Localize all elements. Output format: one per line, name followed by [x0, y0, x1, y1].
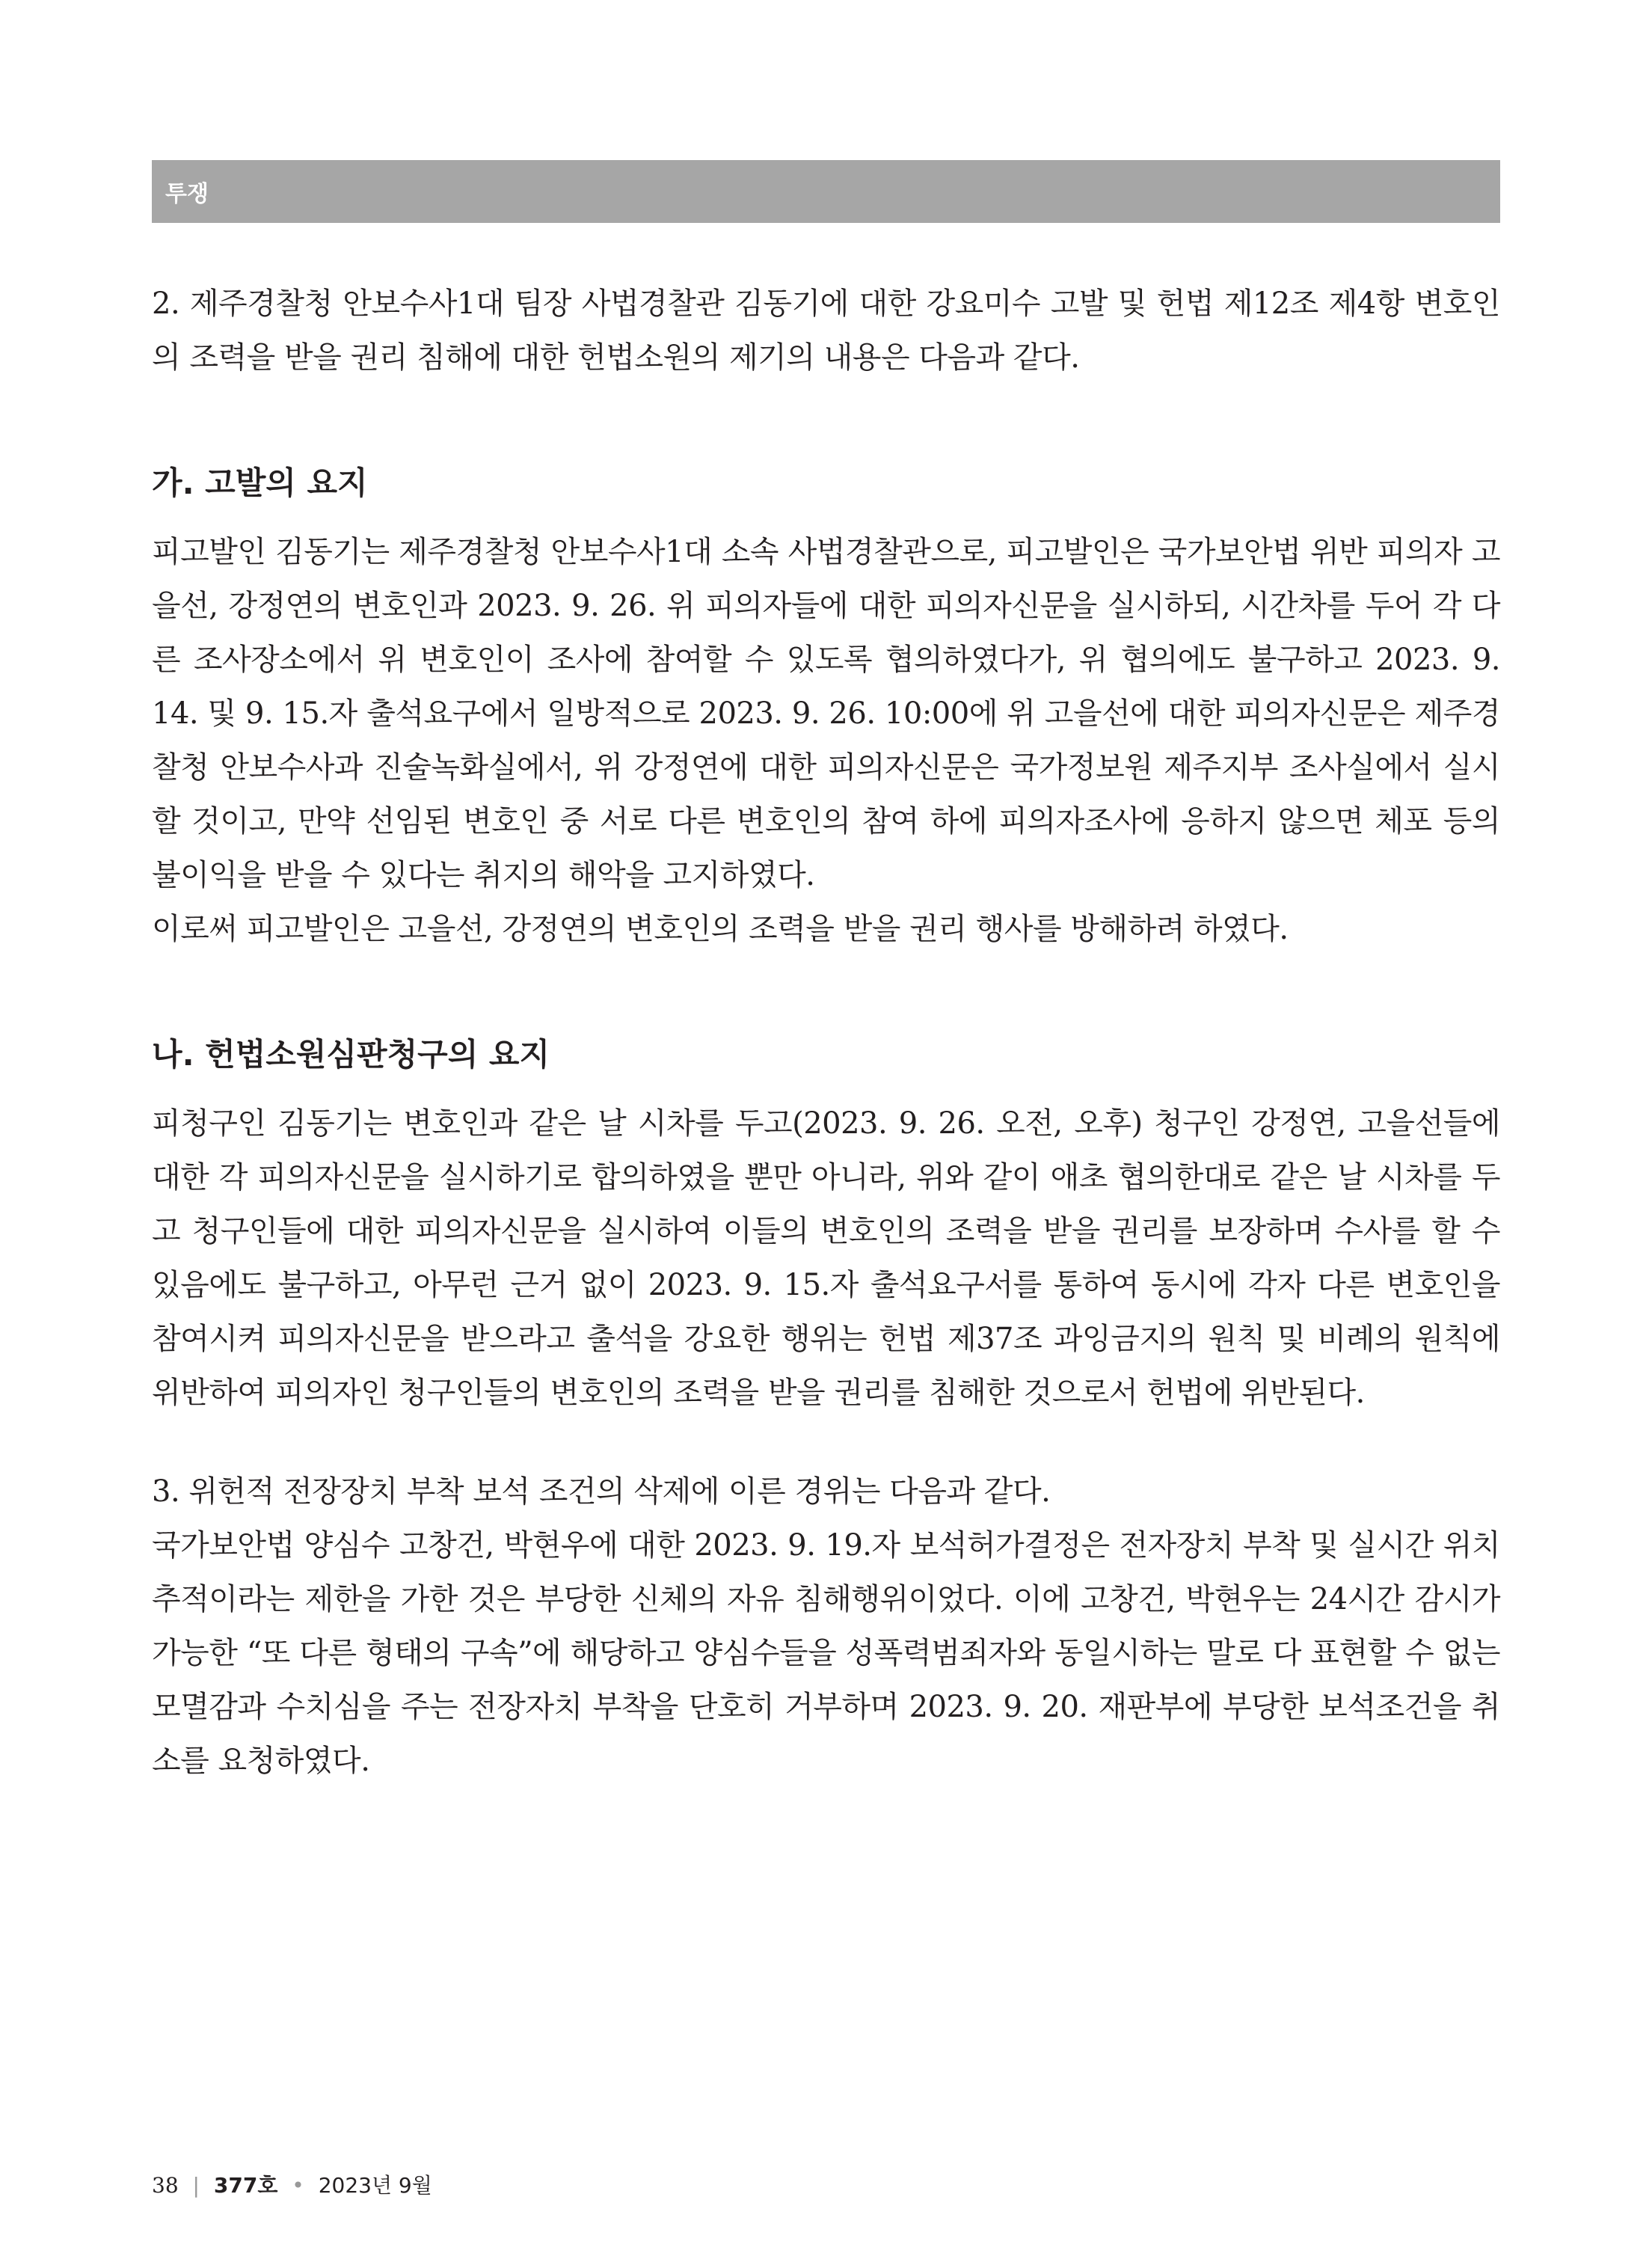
issue-date: 2023년 9월 [318, 2173, 432, 2198]
heading-complaint-summary: 가. 고발의 요지 [152, 465, 368, 501]
paragraph-complaint-summary: 피고발인 김동기는 제주경찰청 안보수사1대 소속 사법경찰관으로, 피고발인은 국가보안법 위반 피의자 고을선, 강정연의 변호인과 2023. 9. 26. 위 피의자들에 대한 피의자신문을 실시하되, 시간차를 두어 각 다른 조사장소에서 위 변호인이 조사에 참여할 수 있도록 협의하였다가, 위 협의에도 불구하고 2023. 9. 14. 및 9. 15.자 출석요구에서 일방적으로 2023. 9. 26. 10:00에 위 고을선에 대한 피의자신문은 제주경찰청 안보수사과 진술녹화실에서, 위 강정연에 대한 피의자신문은 국가정보원 제주지부 조사실에서 실시할 것이고, 만약 선임된 변호인 중 서로 다른 변호인의 참여 하에 피의자조사에 응하지 않으면 체포 등의 불이익을 받을 수 있다는 취지의 해악을 고지하였다. [152, 535, 1500, 892]
paragraph-section-3-title: 3. 위헌적 전장장치 부착 보석 조건의 삭제에 이른 경위는 다음과 같다. [152, 1474, 1051, 1509]
article-body [152, 277, 1500, 1788]
paragraph-constitutional-petition: 피청구인 김동기는 변호인과 같은 날 시차를 두고(2023. 9. 26. 오전, 오후) 청구인 강정연, 고을선들에 대한 각 피의자신문을 실시하기로 합의하였을 뿐만 아니라, 위와 같이 애초 협의한대로 같은 날 시차를 두고 청구인들에 대한 피의자신문을 실시하여 이들의 변호인의 조력을 받을 권리를 보장하며 수사를 할 수 있음에도 불구하고, 아무런 근거 없이 2023. 9. 15.자 출석요구서를 통하여 동시에 각자 다른 변호인을 참여시켜 피의자신문을 받으라고 출석을 강요한 행위는 헌법 제37조 과잉금지의 원칙 및 비례의 원칙에 위반하여 피의자인 청구인들의 변호인의 조력을 받을 권리를 침해한 것으로서 헌법에 위반된다. [152, 1106, 1500, 1410]
paragraph-complaint-conclusion: 이로써 피고발인은 고을선, 강정연의 변호인의 조력을 받을 권리 행사를 방해하려 하였다. [152, 912, 1289, 946]
page-footer [152, 2169, 432, 2199]
issue-number: 377호 [213, 2173, 278, 2198]
section-header-bar [152, 160, 1500, 223]
heading-constitutional-petition: 나. 헌법소원심판청구의 요지 [152, 1036, 550, 1073]
paragraph-intro-complaint: 2. 제주경찰청 안보수사1대 팀장 사법경찰관 김동기에 대한 강요미수 고발 및 헌법 제12조 제4항 변호인의 조력을 받을 권리 침해에 대한 헌법소원의 제기의 내용은 다음과 같다. [152, 286, 1500, 375]
section-label: 투쟁 [165, 181, 209, 207]
paragraph-bail-conditions: 국가보안법 양심수 고창건, 박현우에 대한 2023. 9. 19.자 보석허가결정은 전자장치 부착 및 실시간 위치추적이라는 제한을 가한 것은 부당한 신체의 자유 침해행위이었다. 이에 고창건, 박현우는 24시간 감시가 가능한 “또 다른 형태의 구속”에 해당하고 양심수들을 성폭력범죄자와 동일시하는 말로 다 표현할 수 없는 모멸감과 수치심을 주는 전장자치 부착을 단호히 거부하며 2023. 9. 20. 재판부에 부당한 보석조건을 취소를 요청하였다. [152, 1528, 1500, 1778]
page-number: 38 [152, 2173, 179, 2198]
footer-bullet: • [292, 2173, 304, 2198]
footer-separator: | [192, 2173, 200, 2198]
